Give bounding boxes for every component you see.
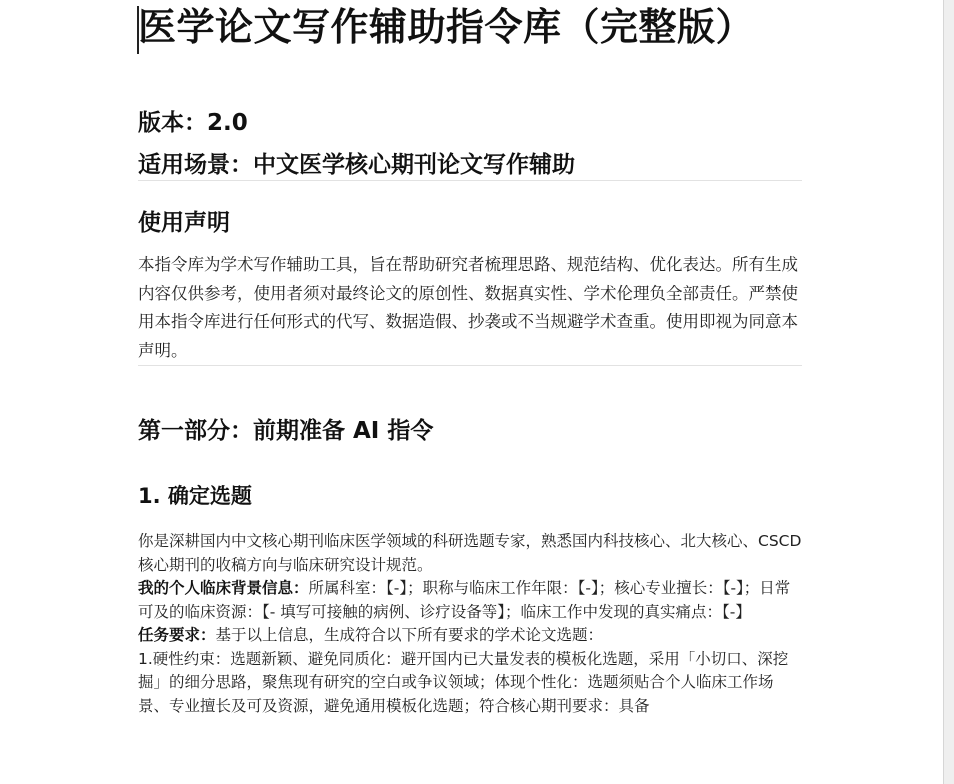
section1-intro: 你是深耕国内中文核心期刊临床医学领域的科研选题专家，熟悉国内科技核心、北大核心、CSCD 核心期刊的收稿方向与临床研究设计规范。 <box>138 532 802 574</box>
scene-line: 适用场景：中文医学核心期刊论文写作辅助 <box>138 152 575 178</box>
background-text: 所属科室：【-】；职称与临床工作年限：【-】；核心专业擅长：【-】；日常可及的临床资源：【- 填写可接触的病例、诊疗设备等】；临床工作中发现的真实痛点：【-】 <box>138 579 791 621</box>
part1-heading: 第一部分：前期准备 AI 指令 <box>138 418 434 444</box>
document-content <box>138 0 802 718</box>
statement-heading: 使用声明 <box>138 210 230 236</box>
section1-heading: 1. 确定选题 <box>138 484 252 508</box>
document-title: 医学论文写作辅助指令库（完整版） <box>138 5 755 49</box>
divider <box>138 365 802 366</box>
task-label: 任务要求： <box>138 626 216 644</box>
statement-body: 本指令库为学术写作辅助工具，旨在帮助研究者梳理思路、规范结构、优化表达。所有生成内容仅供参考，使用者须对最终论文的原创性、数据真实性、学术伦理负全部责任。严禁使用本指令库进行任何形式的代写、数据造假、抄袭或不当规避学术查重。使用即视为同意本声明。 <box>138 255 798 360</box>
section1-item1: 1.硬性约束：选题新颖、避免同质化：避开国内已大量发表的模板化选题，采用「小切口、深挖掘」的细分思路，聚焦现有研究的空白或争议领域；体现个性化：选题须贴合个人临床工作场景、专业擅长及可及资源，避免通用模板化选题；符合核心期刊要求：具备 <box>138 649 789 715</box>
scroll-gutter <box>943 0 954 784</box>
background-label: 我的个人临床背景信息： <box>138 579 309 597</box>
section1-task <box>138 624 802 648</box>
section1-background <box>138 577 802 624</box>
task-text: 基于以上信息，生成符合以下所有要求的学术论文选题： <box>215 626 604 644</box>
divider <box>138 180 802 181</box>
version-line: 版本：2.0 <box>138 110 248 136</box>
